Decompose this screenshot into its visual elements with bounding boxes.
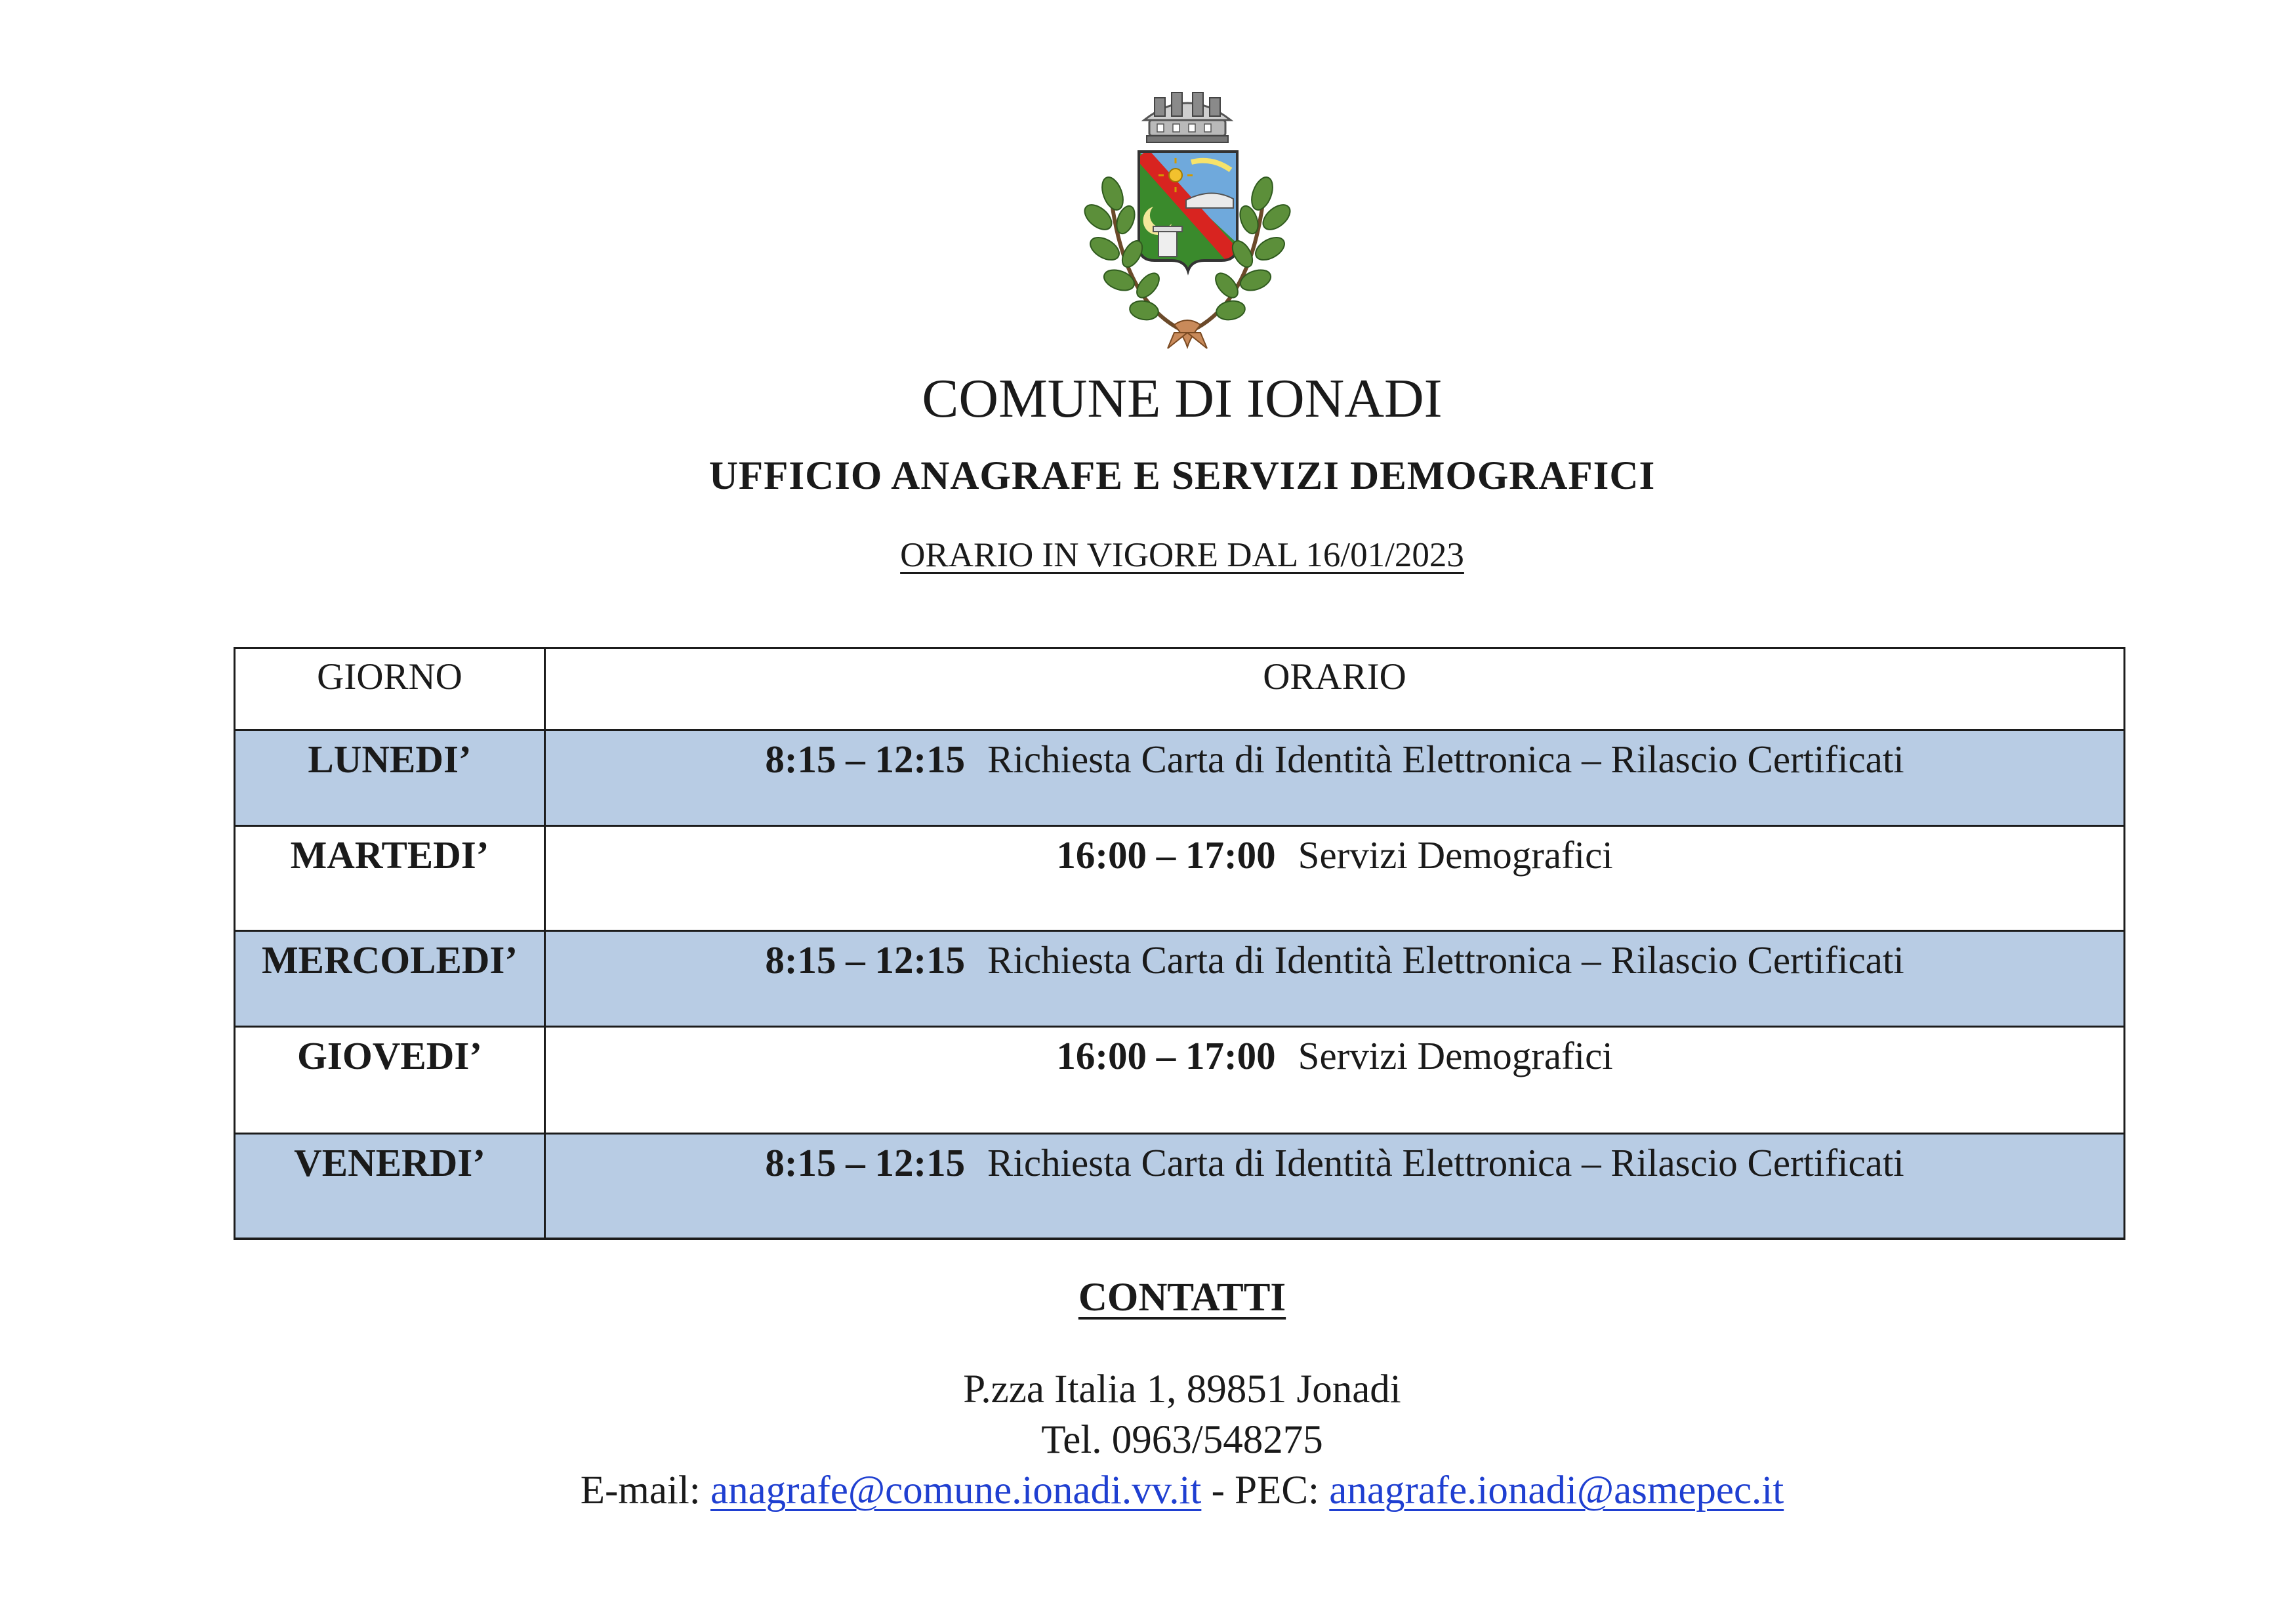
service-description: Richiesta Carta di Identità Elettronica – Rilascio Certificati (987, 738, 1904, 781)
hours-cell (545, 931, 2125, 1027)
hours-cell (545, 1027, 2125, 1134)
crown-icon (1144, 93, 1231, 142)
shield-icon (1135, 148, 1246, 279)
table-row (235, 730, 2125, 826)
service-description: Richiesta Carta di Identità Elettronica – Rilascio Certificati (987, 1141, 1904, 1184)
table-row (235, 1134, 2125, 1239)
pec-label: - PEC: (1211, 1468, 1319, 1512)
table-row (235, 826, 2125, 931)
table-row (235, 931, 2125, 1027)
contact-address: P.zza Italia 1, 89851 Jonadi (963, 1367, 1401, 1411)
contacts-heading-text: CONTATTI (1078, 1276, 1286, 1320)
schedule-effective-date (0, 533, 2296, 577)
service-description: Richiesta Carta di Identità Elettronica – Rilascio Certificati (987, 938, 1904, 982)
column-header-hours: ORARIO (545, 648, 2125, 730)
email-label: E-mail: (580, 1468, 701, 1512)
hours-range: 16:00 – 17:00 (1056, 1034, 1276, 1077)
day-cell: MERCOLEDI’ (235, 931, 545, 1027)
contacts-heading (0, 1273, 2296, 1323)
day-cell: LUNEDI’ (235, 730, 545, 826)
hours-cell (545, 730, 2125, 826)
hours-range: 16:00 – 17:00 (1056, 833, 1276, 877)
hours-range: 8:15 – 12:15 (765, 938, 966, 982)
municipality-title: COMUNE DI IONADI (922, 368, 1443, 429)
hours-range: 8:15 – 12:15 (765, 738, 966, 781)
email-link[interactable]: anagrafe@comune.ionadi.vv.it (710, 1468, 1202, 1512)
opening-hours-table (234, 647, 2125, 1240)
contact-email-line (0, 1466, 2296, 1516)
contact-phone: Tel. 0963/548275 (1041, 1418, 1323, 1462)
table-row (235, 1027, 2125, 1134)
service-description: Servizi Demografici (1298, 833, 1613, 877)
table-header-row (235, 648, 2125, 730)
pec-link[interactable]: anagrafe.ionadi@asmepec.it (1329, 1468, 1784, 1512)
column-header-day: GIORNO (235, 648, 545, 730)
hours-cell (545, 826, 2125, 931)
service-description: Servizi Demografici (1298, 1034, 1613, 1077)
coat-of-arms-emblem (1076, 89, 1299, 351)
day-cell: GIOVEDI’ (235, 1027, 545, 1134)
hours-cell (545, 1134, 2125, 1239)
office-title: UFFICIO ANAGRAFE E SERVIZI DEMOGRAFICI (708, 454, 1656, 498)
day-cell: VENERDI’ (235, 1134, 545, 1239)
schedule-title-text: ORARIO IN VIGORE DAL 16/01/2023 (900, 536, 1464, 574)
hours-range: 8:15 – 12:15 (765, 1141, 966, 1184)
day-cell: MARTEDI’ (235, 826, 545, 931)
